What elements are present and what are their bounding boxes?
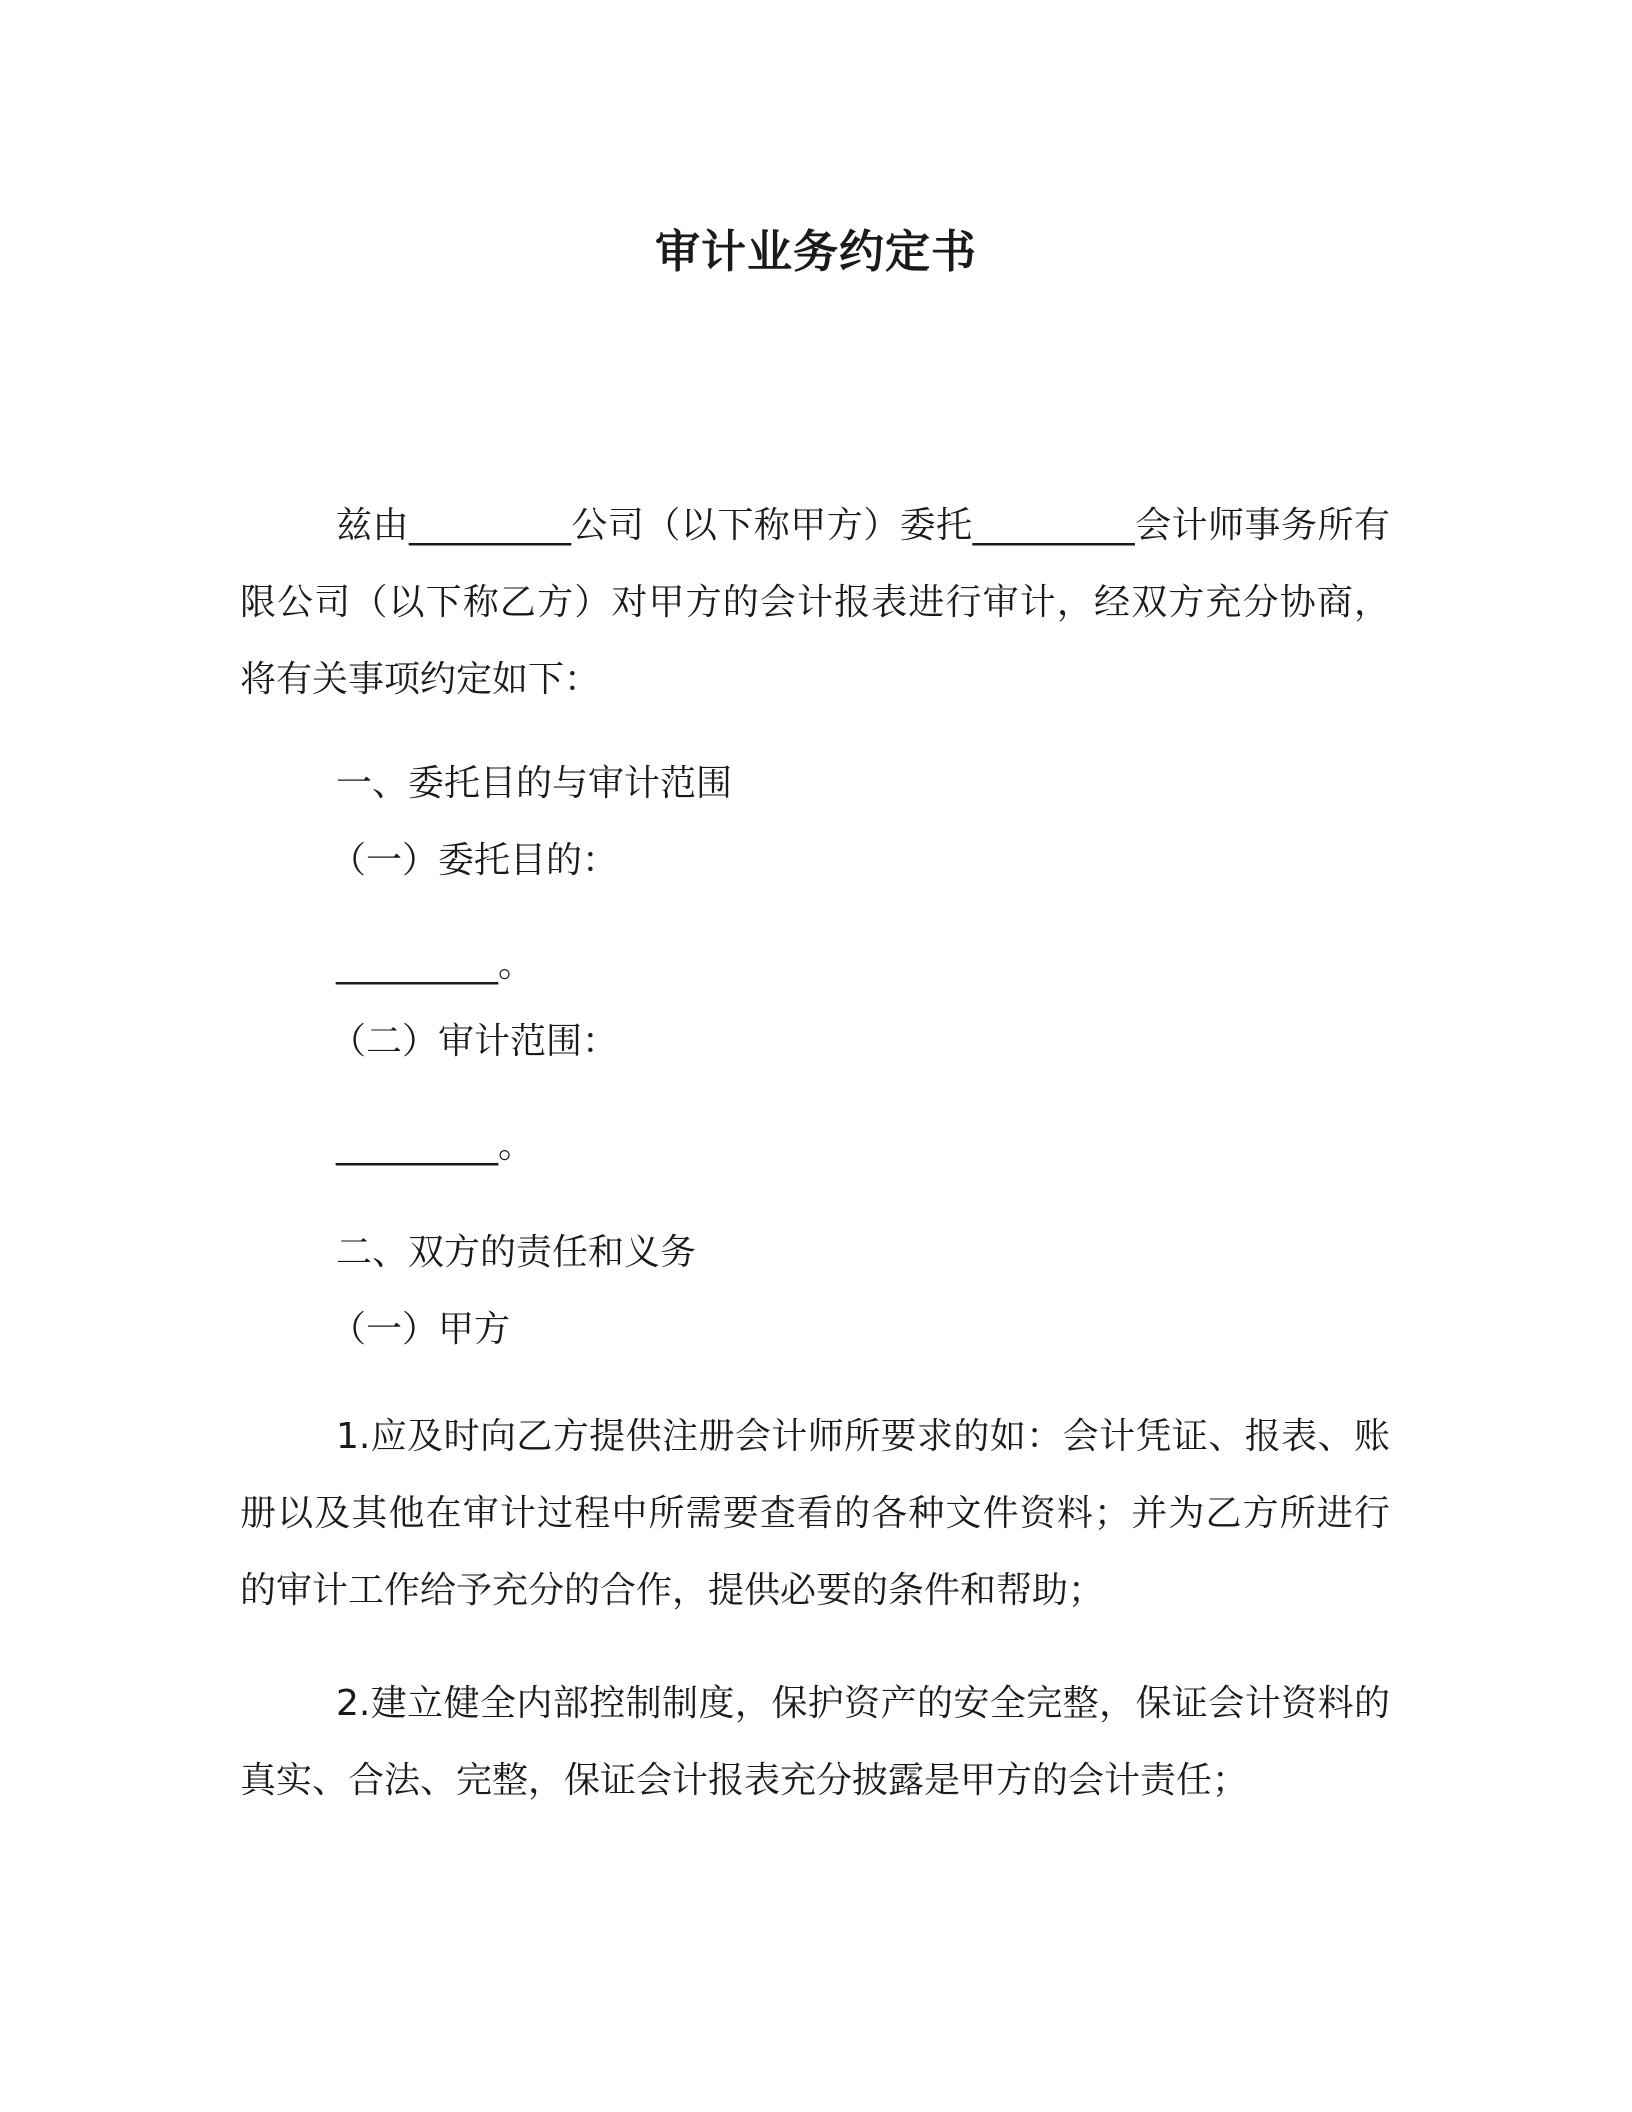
section-1-sub-1-blank: _________。 <box>336 944 535 985</box>
section-2-heading: 二、双方的责任和义务 <box>336 1232 697 1273</box>
section-1-sub-2-blank: _________。 <box>336 1125 535 1166</box>
section-2-sub-1-heading: （一）甲方 <box>330 1309 511 1350</box>
section-1-heading: 一、委托目的与审计范围 <box>336 763 733 804</box>
list-item-2: 2.建立健全内部控制制度，保护资产的安全完整，保证会计资料的真实、合法、完整，保证会计报表充分披露是甲方的会计责任； <box>240 1683 1390 1801</box>
intro-paragraph: 兹由_________公司（以下称甲方）委托_________会计师事务所有限公司（以下称乙方）对甲方的会计报表进行审计，经双方充分协商，将有关事项约定如下： <box>240 505 1390 700</box>
list-item-1: 1.应及时向乙方提供注册会计师所要求的如：会计凭证、报表、账册以及其他在审计过程中所需要查看的各种文件资料；并为乙方所进行的审计工作给予充分的合作，提供必要的条件和帮助； <box>240 1416 1390 1611</box>
document-body <box>240 487 1390 1819</box>
section-1-sub-1-heading: （一）委托目的： <box>330 840 619 881</box>
document-title: 审计业务约定书 <box>654 225 977 278</box>
section-1-sub-2-heading: （二）审计范围： <box>330 1021 619 1062</box>
